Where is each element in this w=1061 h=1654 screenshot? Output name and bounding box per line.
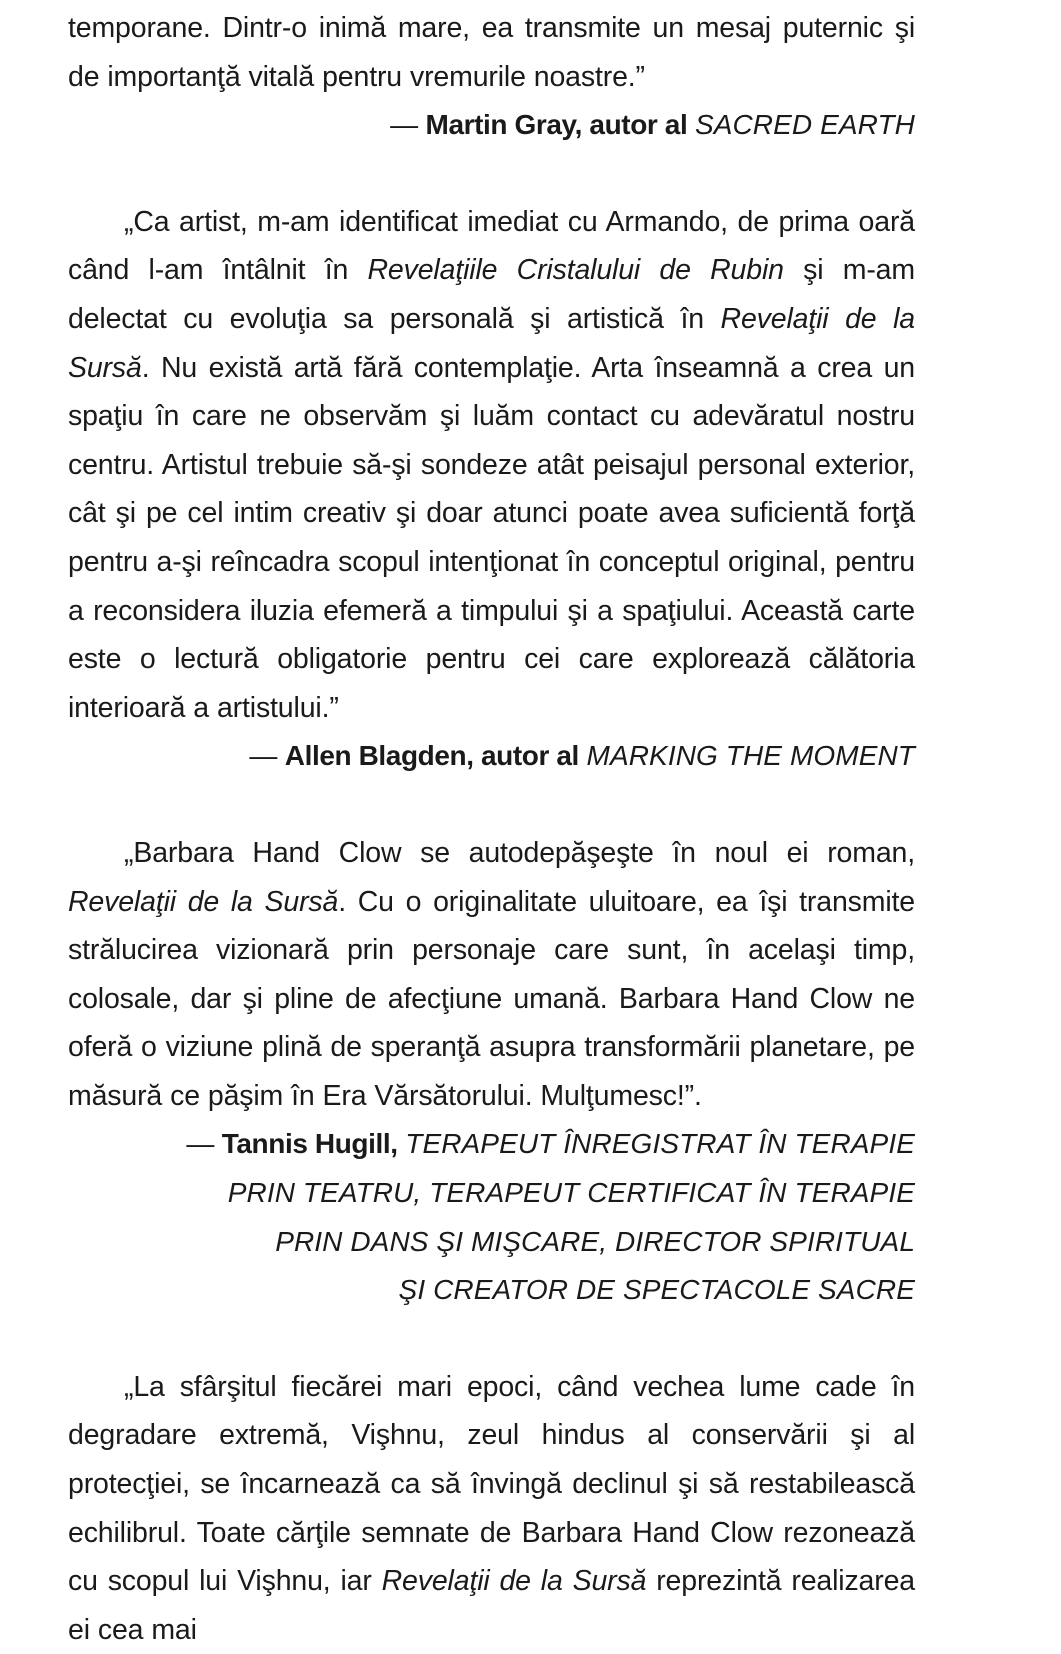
paragraph-spacer <box>68 781 915 829</box>
book-title-revelatii-de-la-sursa: Revelaţii de la Sursă <box>381 1565 647 1598</box>
quote-text-segment: şi m-am delectat cu evoluţia sa personală şi artistică în <box>68 254 915 335</box>
quote-text-segment: . Nu există artă fără contemplaţie. Arta înseamnă a crea un spaţiu în care ne observăm şi luăm contact cu adevăratul nostru centru. Artistul trebuie să-şi sondeze atât peisajul personal exterior, cât şi pe cel intim creativ şi doar atunci poate avea suficientă forţă pentru a-şi reîncadra scopul intenţionat în conceptul original, pentru a reconsidera iluzia efemeră a timpului şi a spaţiului. Această carte este o lectură obligatorie pentru cei care explorează călătoria interioară a artistului.” <box>68 351 915 724</box>
paragraph-quote-vishnu <box>68 1363 915 1654</box>
paragraph-spacer <box>68 1315 915 1363</box>
attribution-credential-line-1: TERAPEUT ÎNREGISTRAT ÎN TERAPIE <box>405 1128 915 1160</box>
paragraph-spacer <box>68 150 915 198</box>
attribution-allen-blagden <box>68 732 915 781</box>
paragraph-quote-blagden <box>68 198 915 733</box>
paragraph-quote-hugill <box>68 829 915 1121</box>
quote-text-segment: „Barbara Hand Clow se autodepăşeşte în noul ei roman, <box>124 836 915 869</box>
attribution-author: Martin Gray, autor al <box>425 109 688 141</box>
attribution-tannis-hugill <box>68 1120 915 1169</box>
attribution-author: Tannis Hugill, <box>221 1128 398 1160</box>
book-title-revelatii-de-la-sursa: Revelaţii de la Sursă <box>68 302 915 384</box>
attribution-work-title: SACRED EARTH <box>694 109 915 141</box>
attribution-author: Allen Blagden, autor al <box>284 740 579 772</box>
attribution-dash: — <box>390 109 418 141</box>
book-title-revelatii-de-la-sursa: Revelaţii de la Sursă <box>68 885 339 918</box>
attribution-dash: — <box>249 740 278 772</box>
attribution-work-title: MARKING THE MOMENT <box>586 740 915 772</box>
quote-text-segment: „La sfârşitul fiecărei mari epoci, când vechea lume cade în degradare extremă, Vişhnu, zeul hindus al conservării şi al protecţiei, se încarnează ca să învingă declinul şi să restabilească echilibrul. Toate cărţile semnate de Barbara Hand Clow rezonează cu scopul lui Vişhnu, iar <box>68 1370 915 1598</box>
quote-text-segment: „Ca artist, m-am identificat imediat cu Armando, de prima oară când l-am întâlnit în <box>68 205 915 287</box>
text-column <box>68 0 915 1654</box>
paragraph-quote-gray-continued: temporane. Dintr-o inimă mare, ea transmite un mesaj puternic şi de importanţă vitală pentru vremurile noastre.” <box>68 12 915 93</box>
attribution-credential-line-2: PRIN TEATRU, TERAPEUT CERTIFICAT ÎN TERAPIE <box>227 1177 915 1209</box>
quote-text-segment: . Cu o originalitate uluitoare, ea îşi transmite strălucirea vizionară prin personaje care sunt, în acelaşi timp, colosale, dar şi pline de afecţiune umană. Barbara Hand Clow ne oferă o viziune plină de speranţă asupra transformării planetare, pe măsură ce păşim în Era Vărsătorului. Mulţumesc!”. <box>68 885 915 1112</box>
book-title-revelatiile-cristalului: Revelaţiile Cristalului de Rubin <box>367 254 784 287</box>
attribution-martin-gray <box>68 101 915 150</box>
attribution-credential-line-4: ŞI CREATOR DE SPECTACOLE SACRE <box>398 1274 915 1306</box>
attribution-dash: — <box>186 1128 215 1160</box>
attribution-credential-line-3: PRIN DANS ŞI MIŞCARE, DIRECTOR SPIRITUAL <box>275 1225 915 1257</box>
quote-text-segment: reprezintă realizarea ei cea mai <box>68 1565 915 1646</box>
